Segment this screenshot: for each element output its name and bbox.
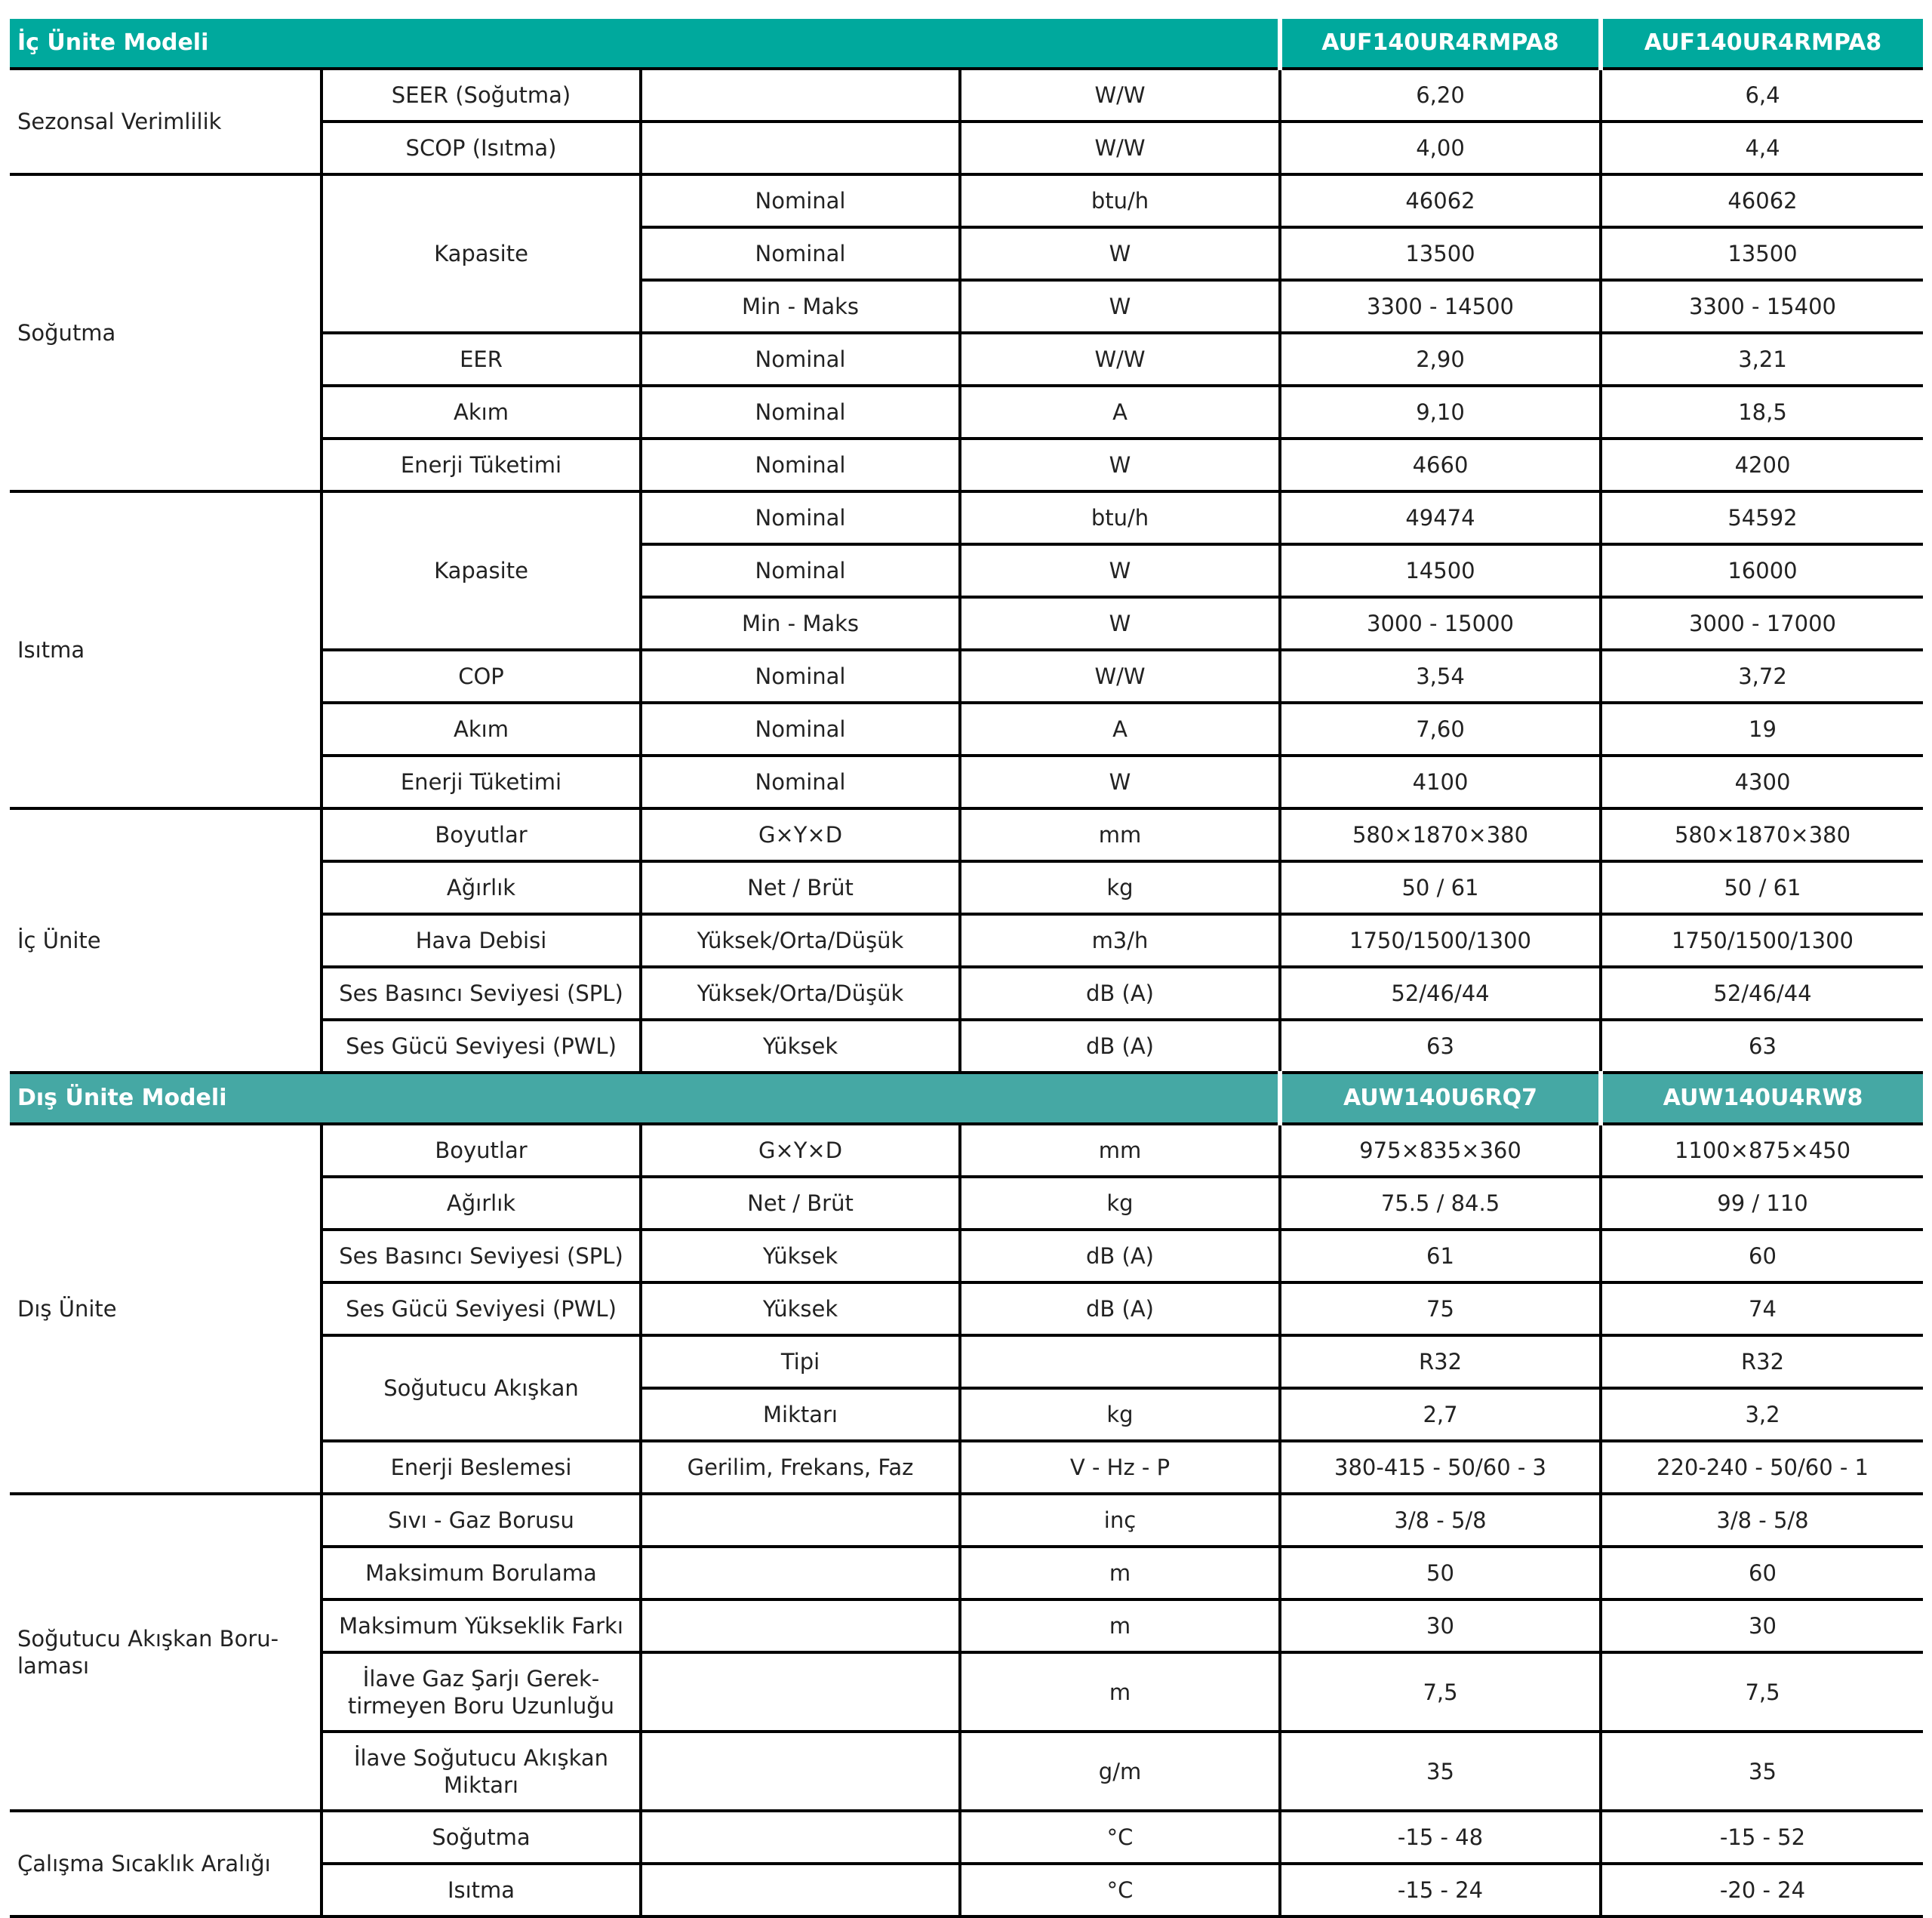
cond-cell <box>641 122 960 174</box>
value-cell-2: 4300 <box>1601 756 1923 808</box>
param-cell: Enerji Tüketimi <box>321 756 641 808</box>
group-label-dis-unite: Dış Ünite <box>10 1124 321 1494</box>
cond-cell: Tipi <box>641 1335 960 1388</box>
unit-cell: dB (A) <box>960 1230 1280 1282</box>
cond-cell: Min - Maks <box>641 280 960 333</box>
cond-cell <box>641 1811 960 1864</box>
cond-cell: G×Y×D <box>641 808 960 861</box>
cond-cell: Yüksek/Orta/Düşük <box>641 967 960 1020</box>
value-cell-2: 6,4 <box>1601 69 1923 122</box>
value-cell-1: 35 <box>1280 1732 1601 1811</box>
value-cell-1: 3/8 - 5/8 <box>1280 1494 1601 1547</box>
param-cell: EER <box>321 333 641 386</box>
value-cell-1: 52/46/44 <box>1280 967 1601 1020</box>
value-cell-1: 4660 <box>1280 439 1601 491</box>
value-cell-1: 46062 <box>1280 174 1601 227</box>
param-cell: COP <box>321 650 641 703</box>
cond-cell: Gerilim, Frekans, Faz <box>641 1441 960 1494</box>
unit-cell: W <box>960 280 1280 333</box>
table-row <box>10 69 1923 122</box>
cond-cell: Net / Brüt <box>641 861 960 914</box>
cond-cell: Nominal <box>641 703 960 756</box>
param-cell: Ses Gücü Seviyesi (PWL) <box>321 1020 641 1073</box>
indoor-model-label: İç Ünite Modeli <box>10 19 1280 69</box>
cond-cell: Nominal <box>641 544 960 597</box>
param-cell: Maksimum Borulama <box>321 1547 641 1599</box>
table-row <box>10 491 1923 544</box>
cond-cell: Yüksek <box>641 1020 960 1073</box>
param-cell: Ağırlık <box>321 861 641 914</box>
value-cell-1: 75 <box>1280 1282 1601 1335</box>
cond-cell: Min - Maks <box>641 597 960 650</box>
unit-cell: °C <box>960 1811 1280 1864</box>
value-cell-2: 50 / 61 <box>1601 861 1923 914</box>
param-cell: Ses Basıncı Seviyesi (SPL) <box>321 967 641 1020</box>
value-cell-1: 4100 <box>1280 756 1601 808</box>
value-cell-2: 3300 - 15400 <box>1601 280 1923 333</box>
value-cell-2: 4,4 <box>1601 122 1923 174</box>
table-row <box>10 1811 1923 1864</box>
value-cell-2: 1100×875×450 <box>1601 1124 1923 1177</box>
indoor-model-1: AUF140UR4RMPA8 <box>1280 19 1601 69</box>
value-cell-2: -20 - 24 <box>1601 1864 1923 1916</box>
unit-cell: m <box>960 1599 1280 1652</box>
value-cell-1: 9,10 <box>1280 386 1601 439</box>
param-cell: Ağırlık <box>321 1177 641 1230</box>
table-row <box>10 174 1923 227</box>
value-cell-1: 3000 - 15000 <box>1280 597 1601 650</box>
cond-cell: Nominal <box>641 491 960 544</box>
param-cell: Boyutlar <box>321 808 641 861</box>
outdoor-model-1: AUW140U6RQ7 <box>1280 1073 1601 1124</box>
value-cell-2: 16000 <box>1601 544 1923 597</box>
value-cell-1: 13500 <box>1280 227 1601 280</box>
unit-cell: kg <box>960 861 1280 914</box>
unit-cell <box>960 1335 1280 1388</box>
cond-cell: Nominal <box>641 227 960 280</box>
value-cell-1: 75.5 / 84.5 <box>1280 1177 1601 1230</box>
cond-cell: Nominal <box>641 439 960 491</box>
unit-cell: V - Hz - P <box>960 1441 1280 1494</box>
unit-cell: mm <box>960 808 1280 861</box>
value-cell-1: 30 <box>1280 1599 1601 1652</box>
value-cell-2: 60 <box>1601 1230 1923 1282</box>
value-cell-2: 3,72 <box>1601 650 1923 703</box>
param-cell: Akım <box>321 386 641 439</box>
cond-cell <box>641 1652 960 1732</box>
cond-cell: Yüksek <box>641 1282 960 1335</box>
unit-cell: kg <box>960 1388 1280 1441</box>
cond-cell <box>641 69 960 122</box>
value-cell-1: 4,00 <box>1280 122 1601 174</box>
spec-table <box>10 19 1923 1918</box>
value-cell-2: 580×1870×380 <box>1601 808 1923 861</box>
unit-cell: dB (A) <box>960 967 1280 1020</box>
table-row <box>10 1124 1923 1177</box>
cond-cell: Yüksek/Orta/Düşük <box>641 914 960 967</box>
cond-cell: Yüksek <box>641 1230 960 1282</box>
value-cell-1: -15 - 48 <box>1280 1811 1601 1864</box>
unit-cell: W <box>960 756 1280 808</box>
cond-cell: Miktarı <box>641 1388 960 1441</box>
value-cell-1: 49474 <box>1280 491 1601 544</box>
value-cell-1: 6,20 <box>1280 69 1601 122</box>
unit-cell: btu/h <box>960 174 1280 227</box>
unit-cell: W/W <box>960 650 1280 703</box>
unit-cell: W <box>960 544 1280 597</box>
unit-cell: mm <box>960 1124 1280 1177</box>
value-cell-1: 7,5 <box>1280 1652 1601 1732</box>
group-label-sogutma: Soğutma <box>10 174 321 491</box>
indoor-model-2: AUF140UR4RMPA8 <box>1601 19 1923 69</box>
cond-cell <box>641 1732 960 1811</box>
value-cell-2: 74 <box>1601 1282 1923 1335</box>
param-cell: İlave Gaz Şarjı Gerek- tirmeyen Boru Uzunluğu <box>321 1652 641 1732</box>
indoor-model-header <box>10 19 1923 69</box>
value-cell-1: 975×835×360 <box>1280 1124 1601 1177</box>
param-cell: Ses Gücü Seviyesi (PWL) <box>321 1282 641 1335</box>
outdoor-model-header <box>10 1073 1923 1124</box>
unit-cell: m <box>960 1652 1280 1732</box>
param-cell: Maksimum Yükseklik Farkı <box>321 1599 641 1652</box>
cond-cell <box>641 1494 960 1547</box>
param-cell: Ses Basıncı Seviyesi (SPL) <box>321 1230 641 1282</box>
value-cell-1: 3300 - 14500 <box>1280 280 1601 333</box>
value-cell-2: 7,5 <box>1601 1652 1923 1732</box>
value-cell-2: 3,2 <box>1601 1388 1923 1441</box>
param-cell: Kapasite <box>321 491 641 650</box>
cond-cell: Nominal <box>641 756 960 808</box>
value-cell-2: 60 <box>1601 1547 1923 1599</box>
value-cell-1: 50 <box>1280 1547 1601 1599</box>
value-cell-2: 220-240 - 50/60 - 1 <box>1601 1441 1923 1494</box>
group-label-ic-unite: İç Ünite <box>10 808 321 1073</box>
value-cell-1: 1750/1500/1300 <box>1280 914 1601 967</box>
cond-cell: Nominal <box>641 174 960 227</box>
param-cell: Isıtma <box>321 1864 641 1916</box>
value-cell-1: R32 <box>1280 1335 1601 1388</box>
value-cell-2: 99 / 110 <box>1601 1177 1923 1230</box>
cond-cell: Nominal <box>641 386 960 439</box>
outdoor-model-label: Dış Ünite Modeli <box>10 1073 1280 1124</box>
value-cell-1: 2,7 <box>1280 1388 1601 1441</box>
value-cell-2: 19 <box>1601 703 1923 756</box>
value-cell-2: R32 <box>1601 1335 1923 1388</box>
value-cell-2: 13500 <box>1601 227 1923 280</box>
value-cell-1: 380-415 - 50/60 - 3 <box>1280 1441 1601 1494</box>
value-cell-2: 1750/1500/1300 <box>1601 914 1923 967</box>
value-cell-2: 18,5 <box>1601 386 1923 439</box>
unit-cell: A <box>960 386 1280 439</box>
param-cell: Akım <box>321 703 641 756</box>
value-cell-2: 54592 <box>1601 491 1923 544</box>
outdoor-model-2: AUW140U4RW8 <box>1601 1073 1923 1124</box>
unit-cell: W <box>960 227 1280 280</box>
unit-cell: W <box>960 439 1280 491</box>
cond-cell: Nominal <box>641 333 960 386</box>
param-cell: Sıvı - Gaz Borusu <box>321 1494 641 1547</box>
unit-cell: dB (A) <box>960 1020 1280 1073</box>
value-cell-2: 52/46/44 <box>1601 967 1923 1020</box>
param-cell: Soğutucu Akışkan <box>321 1335 641 1441</box>
value-cell-2: 3000 - 17000 <box>1601 597 1923 650</box>
table-row <box>10 808 1923 861</box>
value-cell-2: 46062 <box>1601 174 1923 227</box>
value-cell-1: 61 <box>1280 1230 1601 1282</box>
value-cell-1: 2,90 <box>1280 333 1601 386</box>
value-cell-2: 3/8 - 5/8 <box>1601 1494 1923 1547</box>
param-cell: Hava Debisi <box>321 914 641 967</box>
unit-cell: A <box>960 703 1280 756</box>
unit-cell: dB (A) <box>960 1282 1280 1335</box>
unit-cell: W/W <box>960 122 1280 174</box>
value-cell-2: 63 <box>1601 1020 1923 1073</box>
group-label-sezonsal: Sezonsal Verimlilik <box>10 69 321 174</box>
unit-cell: W/W <box>960 69 1280 122</box>
value-cell-1: 3,54 <box>1280 650 1601 703</box>
param-cell: Soğutma <box>321 1811 641 1864</box>
cond-cell: Net / Brüt <box>641 1177 960 1230</box>
value-cell-2: 3,21 <box>1601 333 1923 386</box>
unit-cell: W <box>960 597 1280 650</box>
cond-cell <box>641 1864 960 1916</box>
unit-cell: inç <box>960 1494 1280 1547</box>
unit-cell: btu/h <box>960 491 1280 544</box>
cond-cell <box>641 1547 960 1599</box>
unit-cell: g/m <box>960 1732 1280 1811</box>
cond-cell: Nominal <box>641 650 960 703</box>
value-cell-2: 4200 <box>1601 439 1923 491</box>
value-cell-1: 7,60 <box>1280 703 1601 756</box>
group-label-isitma: Isıtma <box>10 491 321 808</box>
value-cell-1: -15 - 24 <box>1280 1864 1601 1916</box>
value-cell-2: 30 <box>1601 1599 1923 1652</box>
value-cell-2: -15 - 52 <box>1601 1811 1923 1864</box>
unit-cell: kg <box>960 1177 1280 1230</box>
cond-cell: G×Y×D <box>641 1124 960 1177</box>
param-cell: SEER (Soğutma) <box>321 69 641 122</box>
param-cell: Enerji Beslemesi <box>321 1441 641 1494</box>
group-label-boru: Soğutucu Akışkan Boru- laması <box>10 1494 321 1811</box>
value-cell-1: 580×1870×380 <box>1280 808 1601 861</box>
value-cell-1: 14500 <box>1280 544 1601 597</box>
group-label-calisma: Çalışma Sıcaklık Aralığı <box>10 1811 321 1916</box>
param-cell: Enerji Tüketimi <box>321 439 641 491</box>
unit-cell: m3/h <box>960 914 1280 967</box>
value-cell-1: 63 <box>1280 1020 1601 1073</box>
param-cell: SCOP (Isıtma) <box>321 122 641 174</box>
unit-cell: W/W <box>960 333 1280 386</box>
table-row <box>10 1494 1923 1547</box>
param-cell: Boyutlar <box>321 1124 641 1177</box>
unit-cell: m <box>960 1547 1280 1599</box>
unit-cell: °C <box>960 1864 1280 1916</box>
param-cell: Kapasite <box>321 174 641 333</box>
value-cell-2: 35 <box>1601 1732 1923 1811</box>
cond-cell <box>641 1599 960 1652</box>
param-cell: İlave Soğutucu Akışkan Miktarı <box>321 1732 641 1811</box>
value-cell-1: 50 / 61 <box>1280 861 1601 914</box>
